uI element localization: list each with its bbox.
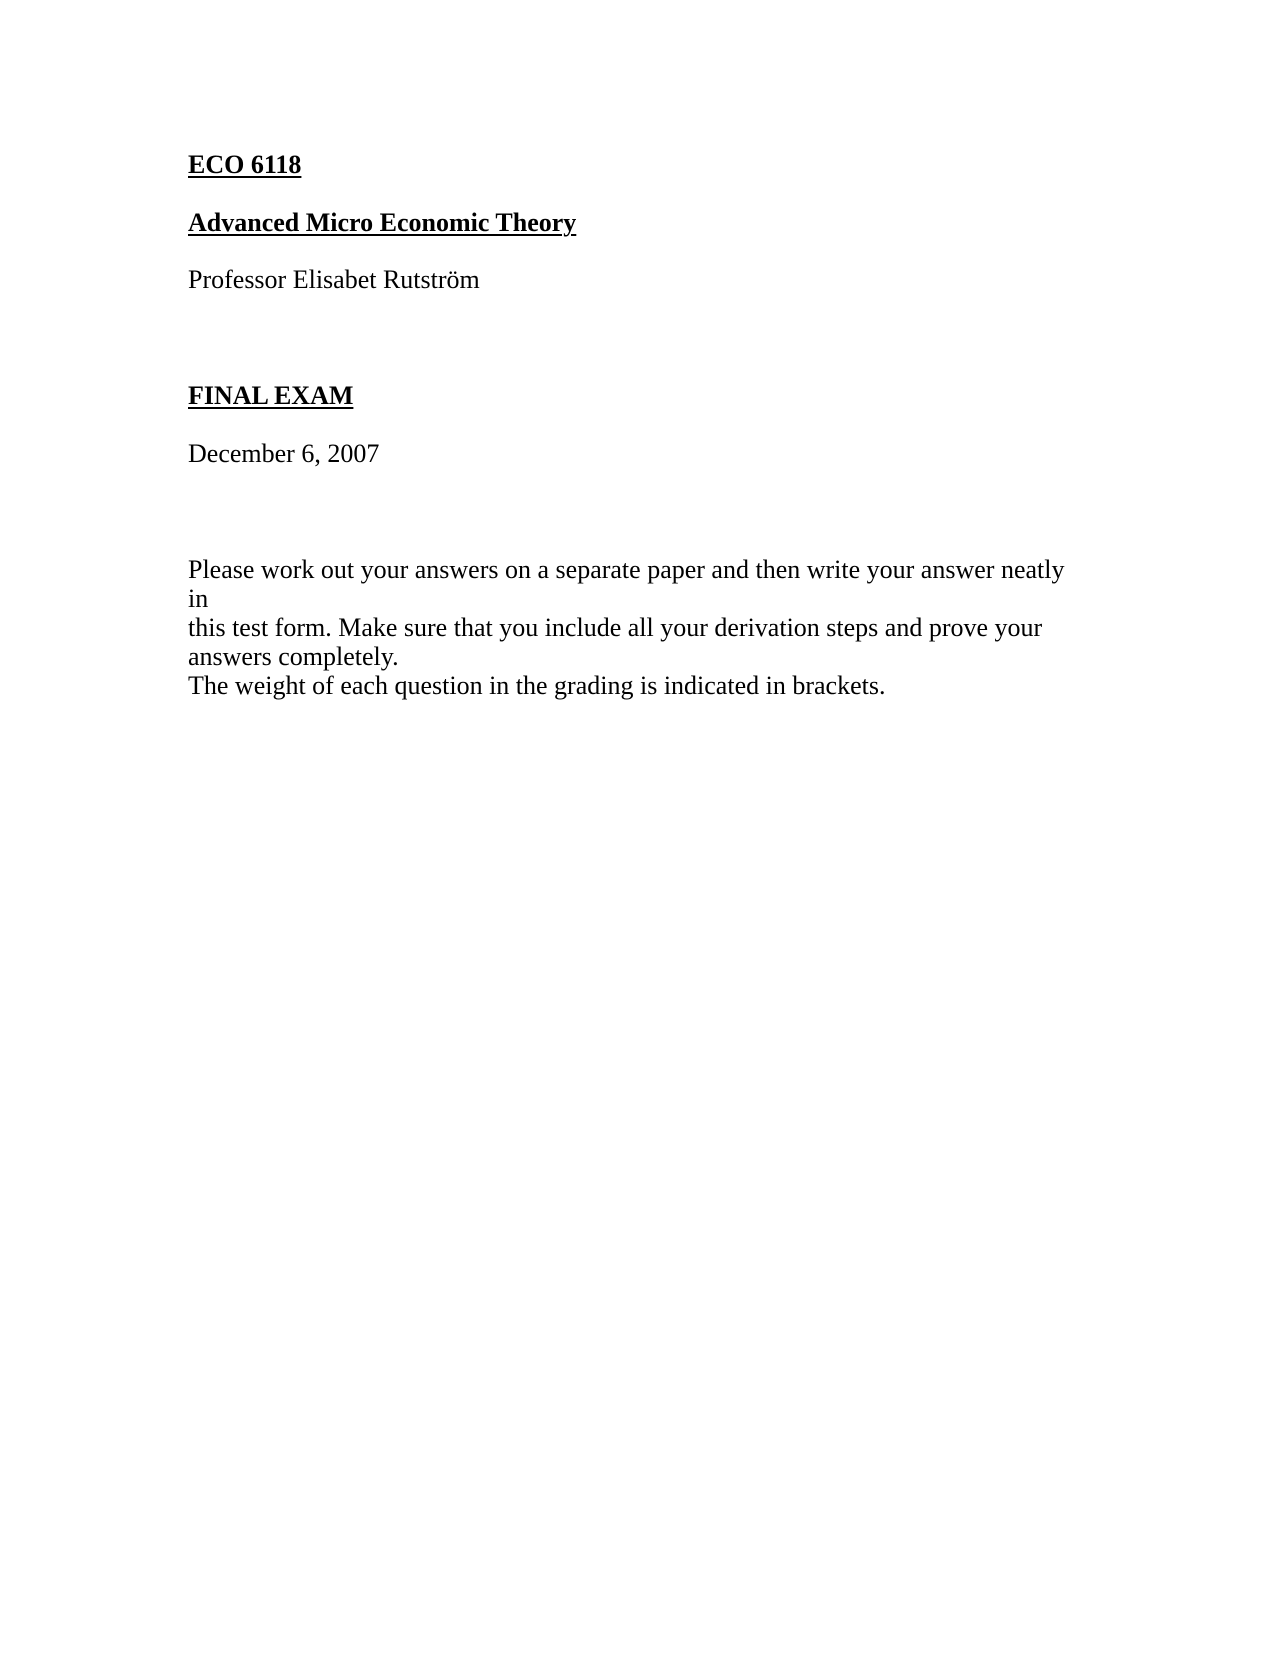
course-title: Advanced Micro Economic Theory xyxy=(188,208,577,237)
instructions-line: this test form. Make sure that you include all your derivation steps and prove your xyxy=(188,613,1043,642)
instructions-line: answers completely. xyxy=(188,642,399,671)
course-code: ECO 6118 xyxy=(188,150,302,179)
instructions-line: Please work out your answers on a separate paper and then write your answer neatly in xyxy=(188,555,1065,613)
instructions-paragraph xyxy=(188,555,1078,671)
exam-date: December 6, 2007 xyxy=(188,439,380,468)
exam-title: FINAL EXAM xyxy=(188,381,354,410)
instructor-name: Professor Elisabet Rutström xyxy=(188,265,480,294)
weight-note: The weight of each question in the grading is indicated in brackets. xyxy=(188,671,886,700)
